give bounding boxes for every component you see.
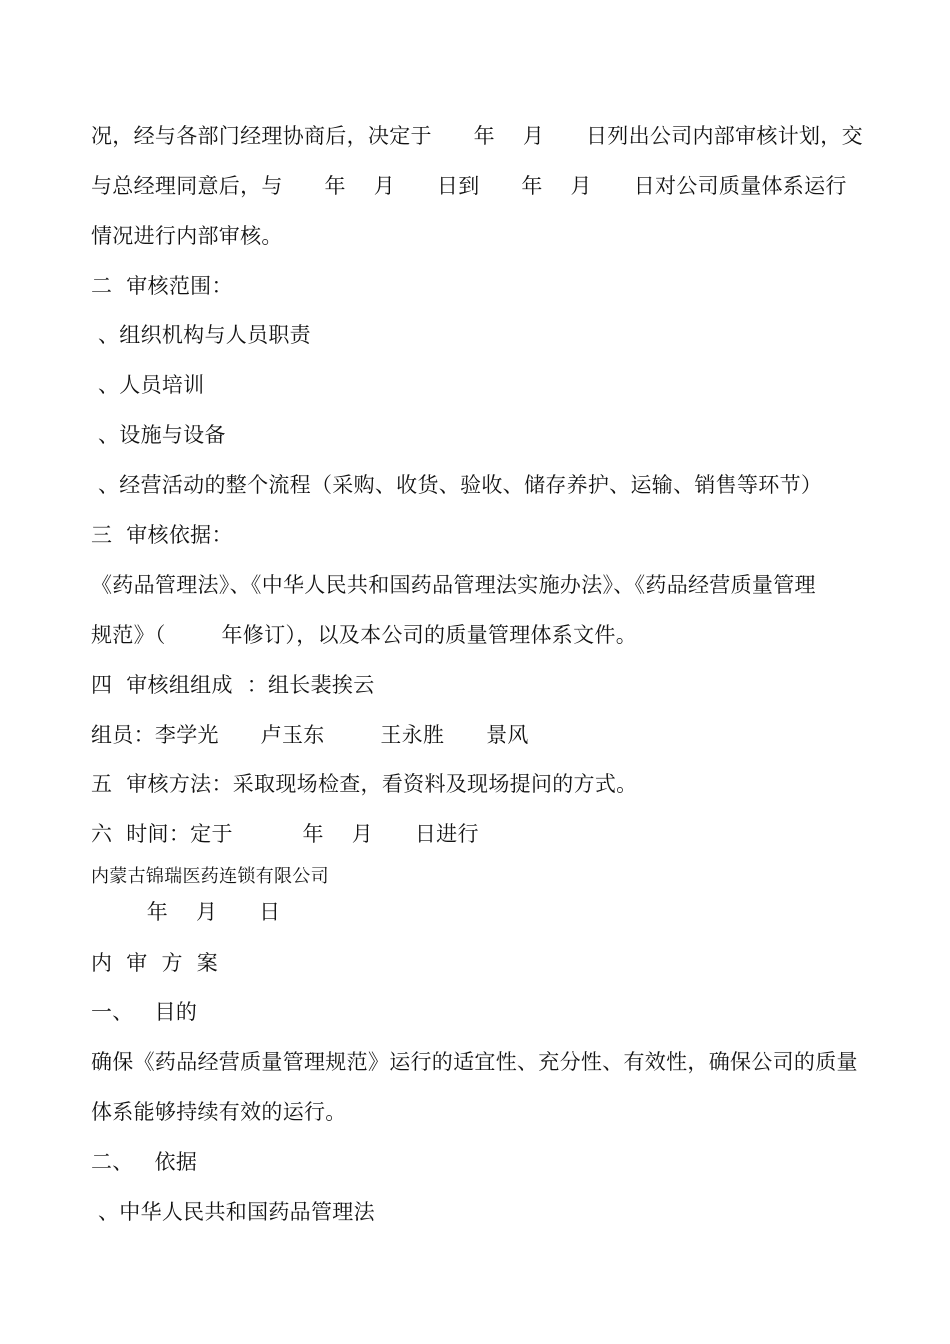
paragraph-line: 《药品管理法》、《中华人民共和国药品管理法实施办法》、《药品经营质量管理 [91,573,816,597]
list-item: 、人员培训 [91,373,205,397]
section-heading: 三 审核依据： [91,523,233,547]
paragraph-line: 情况进行内部审核。 [91,224,283,248]
section-heading: 四 审核组组成 ：组长裴挨云 [91,673,375,697]
section-heading: 一、 目的 [91,1000,198,1024]
paragraph-line: 况，经与各部门经理协商后，决定于 年 月 日列出公司内部审核计划，交 [91,124,863,148]
list-item: 、组织机构与人员职责 [91,323,311,347]
document-title: 内 审 方 案 [91,951,219,975]
section-heading: 二 审核范围： [91,274,233,298]
list-item: 、经营活动的整个流程（采购、收货、验收、储存养护、运输、销售等环节） [91,473,823,497]
date-line: 年 月 日 [91,900,281,924]
paragraph-line: 与总经理同意后，与 年 月 日到 年 月 日对公司质量体系运行 [91,174,847,198]
paragraph-line: 规范》（ 年修订），以及本公司的质量管理体系文件。 [91,623,637,647]
section-heading: 五 审核方法：采取现场检查，看资料及现场提问的方式。 [91,772,638,796]
list-item: 、设施与设备 [91,423,226,447]
section-heading: 二、 依据 [91,1150,198,1174]
section-heading: 六 时间：定于 年 月 日进行 [91,822,479,846]
company-name: 内蒙古锦瑞医药连锁有限公司 [91,866,329,887]
paragraph-line: 确保《药品经营质量管理规范》运行的适宜性、充分性、有效性，确保公司的质量 [91,1050,858,1074]
paragraph-line: 体系能够持续有效的运行。 [91,1100,347,1124]
paragraph-line: 组员：李学光 卢玉东 王永胜 景风 [91,723,529,747]
list-item: 、中华人民共和国药品管理法 [91,1200,375,1224]
